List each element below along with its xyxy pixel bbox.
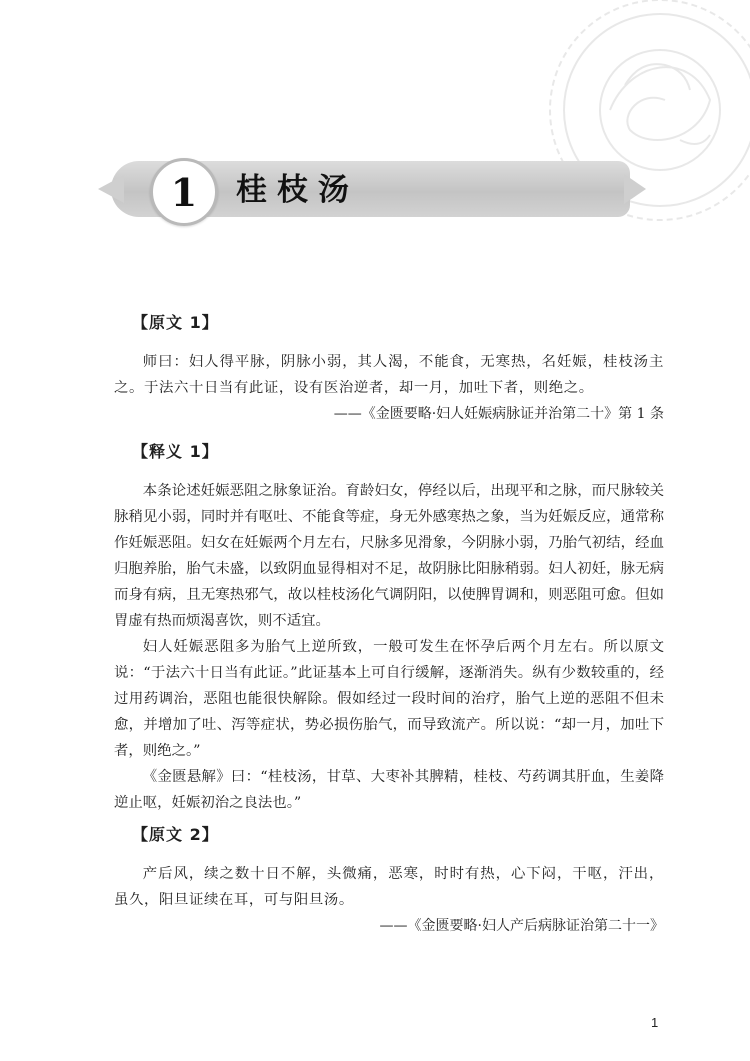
commentary-paragraph-3: 《金匮悬解》曰：“桂枝汤，甘草、大枣补其脾精，桂枝、芍药调其肝血，生姜降逆止呕，妊娠初治之良法也。” (114, 769, 664, 811)
original-text-2: 产后风，续之数十日不解，头微痛，恶寒，时时有热，心下闷，干呕，汗出，虽久，阳旦证续在耳，可与阳旦汤。 (114, 866, 664, 908)
chapter-title: 桂枝汤 (236, 172, 359, 208)
page-body (114, 312, 664, 953)
commentary-paragraph-1: 本条论述妊娠恶阻之脉象证治。育龄妇女，停经以后，出现平和之脉，而尺脉较关脉稍见小弱，同时并有呕吐、不能食等症，身无外感寒热之象，当为妊娠反应，通常称作妊娠恶阻。妇女在妊娠两个月左右，尺脉多见滑象，今阴脉小弱，乃胎气初结，经血归胞养胎，胎气未盛，以致阴血显得相对不足，故阴脉比阳脉稍弱。妇人初妊，脉无病而身有病，且无寒热邪气，故以桂枝汤化气调阴阳，以使脾胃调和，则恶阻可愈。但如胃虚有热而烦渴喜饮，则不适宜。 (114, 483, 664, 629)
section-heading-original-2: 【原文 2】 (132, 825, 219, 844)
section-heading-original-1: 【原文 1】 (132, 313, 219, 332)
source-citation-2: ——《金匮要略·妇人产后病脉证治第二十一》 (379, 918, 664, 934)
commentary-paragraph-2: 妇人妊娠恶阻多为胎气上逆所致，一般可发生在怀孕后两个月左右。所以原文说：“于法六十日当有此证。”此证基本上可自行缓解，逐渐消失。纵有少数较重的，经过用药调治，恶阻也能很快解除。假如经过一段时间的治疗，胎气上逆的恶阻不但未愈，并增加了吐、泻等症状，势必损伤胎气，而导致流产。所以说：“却一月，加吐下者，则绝之。” (114, 639, 664, 759)
original-text-1: 师曰：妇人得平脉，阴脉小弱，其人渴，不能食，无寒热，名妊娠，桂枝汤主之。于法六十日当有此证，设有医治逆者，却一月，加吐下者，则绝之。 (114, 354, 664, 396)
banner-left-tip (98, 175, 124, 203)
source-citation-1: ——《金匮要略·妇人妊娠病脉证并治第二十》第 1 条 (333, 406, 664, 422)
page-number: 1 (651, 1015, 659, 1030)
section-heading-commentary-1: 【释义 1】 (132, 442, 219, 461)
chapter-number-badge (150, 158, 218, 226)
chapter-number: 1 (170, 169, 198, 215)
